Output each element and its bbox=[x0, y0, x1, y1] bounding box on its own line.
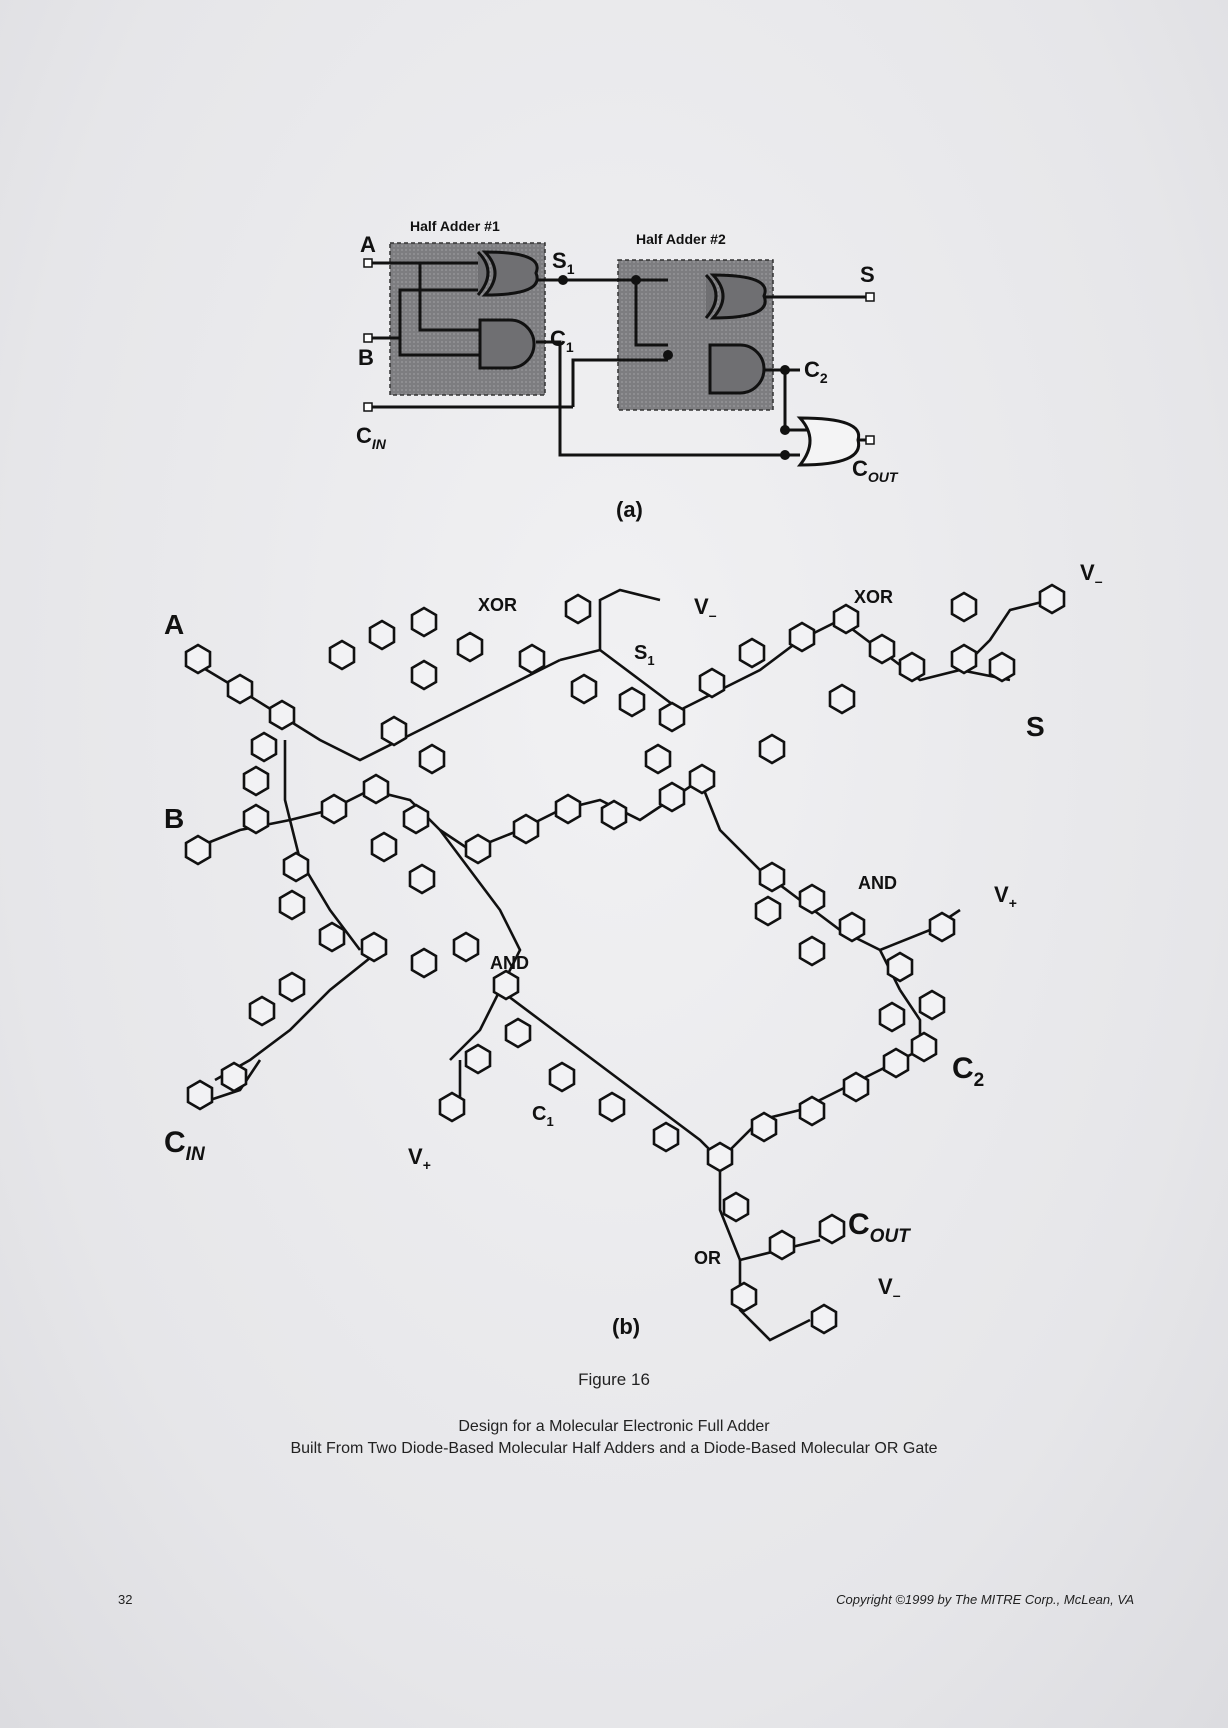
vminus-3-label: $V_-$ bbox=[878, 1274, 901, 1303]
figure-number: Figure 16 bbox=[578, 1370, 650, 1389]
label-b: B bbox=[358, 345, 374, 370]
page-number: 32 bbox=[118, 1592, 133, 1607]
label-cout: $C_{OUT}$ bbox=[852, 456, 898, 485]
label-a: A bbox=[360, 232, 376, 257]
and-1-label: AND bbox=[490, 953, 529, 973]
vminus-1-label: $V_-$ bbox=[694, 594, 717, 623]
label-s1: $S_1$ bbox=[552, 248, 575, 277]
input-cin-terminal bbox=[364, 403, 372, 411]
xor-2-label: XOR bbox=[854, 587, 894, 607]
mol-terminal-c2: $C_2$ bbox=[952, 1052, 985, 1091]
mol-s1: $S_1$ bbox=[634, 642, 655, 668]
and-2-label: AND bbox=[858, 873, 897, 893]
or-gate bbox=[800, 418, 859, 465]
output-s-terminal bbox=[866, 293, 874, 301]
label-cin: $C_{IN}$ bbox=[356, 423, 386, 452]
caption-line-2: Built From Two Diode-Based Molecular Half Adders and a Diode-Based Molecular OR Gate bbox=[290, 1440, 938, 1457]
input-b-terminal bbox=[364, 334, 372, 342]
mol-terminal-b: B bbox=[164, 803, 185, 834]
mol-terminal-s: S bbox=[1026, 711, 1045, 742]
mol-terminal-cout: $C_{OUT}$ bbox=[848, 1208, 910, 1247]
input-a-terminal bbox=[364, 259, 372, 267]
mol-terminal-a: A bbox=[164, 609, 185, 640]
vplus-2-label: $V_+$ bbox=[408, 1144, 431, 1173]
or-label: OR bbox=[694, 1248, 721, 1268]
half-adder-1-label: Half Adder #1 bbox=[410, 218, 500, 234]
ha1-and-gate bbox=[480, 320, 534, 368]
vminus-2-label: $V_-$ bbox=[1080, 560, 1103, 589]
half-adder-2-label: Half Adder #2 bbox=[636, 231, 726, 247]
label-s: S bbox=[860, 262, 875, 287]
xor-1-label: XOR bbox=[478, 595, 518, 615]
label-c2: $C_2$ bbox=[804, 357, 828, 386]
ha2-and-gate bbox=[710, 345, 764, 393]
panel-b-label: (b) bbox=[612, 1314, 641, 1339]
copyright-notice: Copyright ©1999 by The MITRE Corp., McLean, VA bbox=[836, 1592, 1134, 1607]
vplus-1-label: $V_+$ bbox=[994, 882, 1017, 911]
mol-terminal-cin: $C_{IN}$ bbox=[164, 1126, 205, 1165]
benzene-rings bbox=[186, 585, 1064, 1333]
caption-line-1: Design for a Molecular Electronic Full Adder bbox=[458, 1418, 770, 1435]
output-cout-terminal bbox=[866, 436, 874, 444]
mol-c1: $C_1$ bbox=[532, 1103, 554, 1129]
panel-a-label: (a) bbox=[616, 497, 643, 522]
label-c1: $C_1$ bbox=[550, 326, 574, 355]
